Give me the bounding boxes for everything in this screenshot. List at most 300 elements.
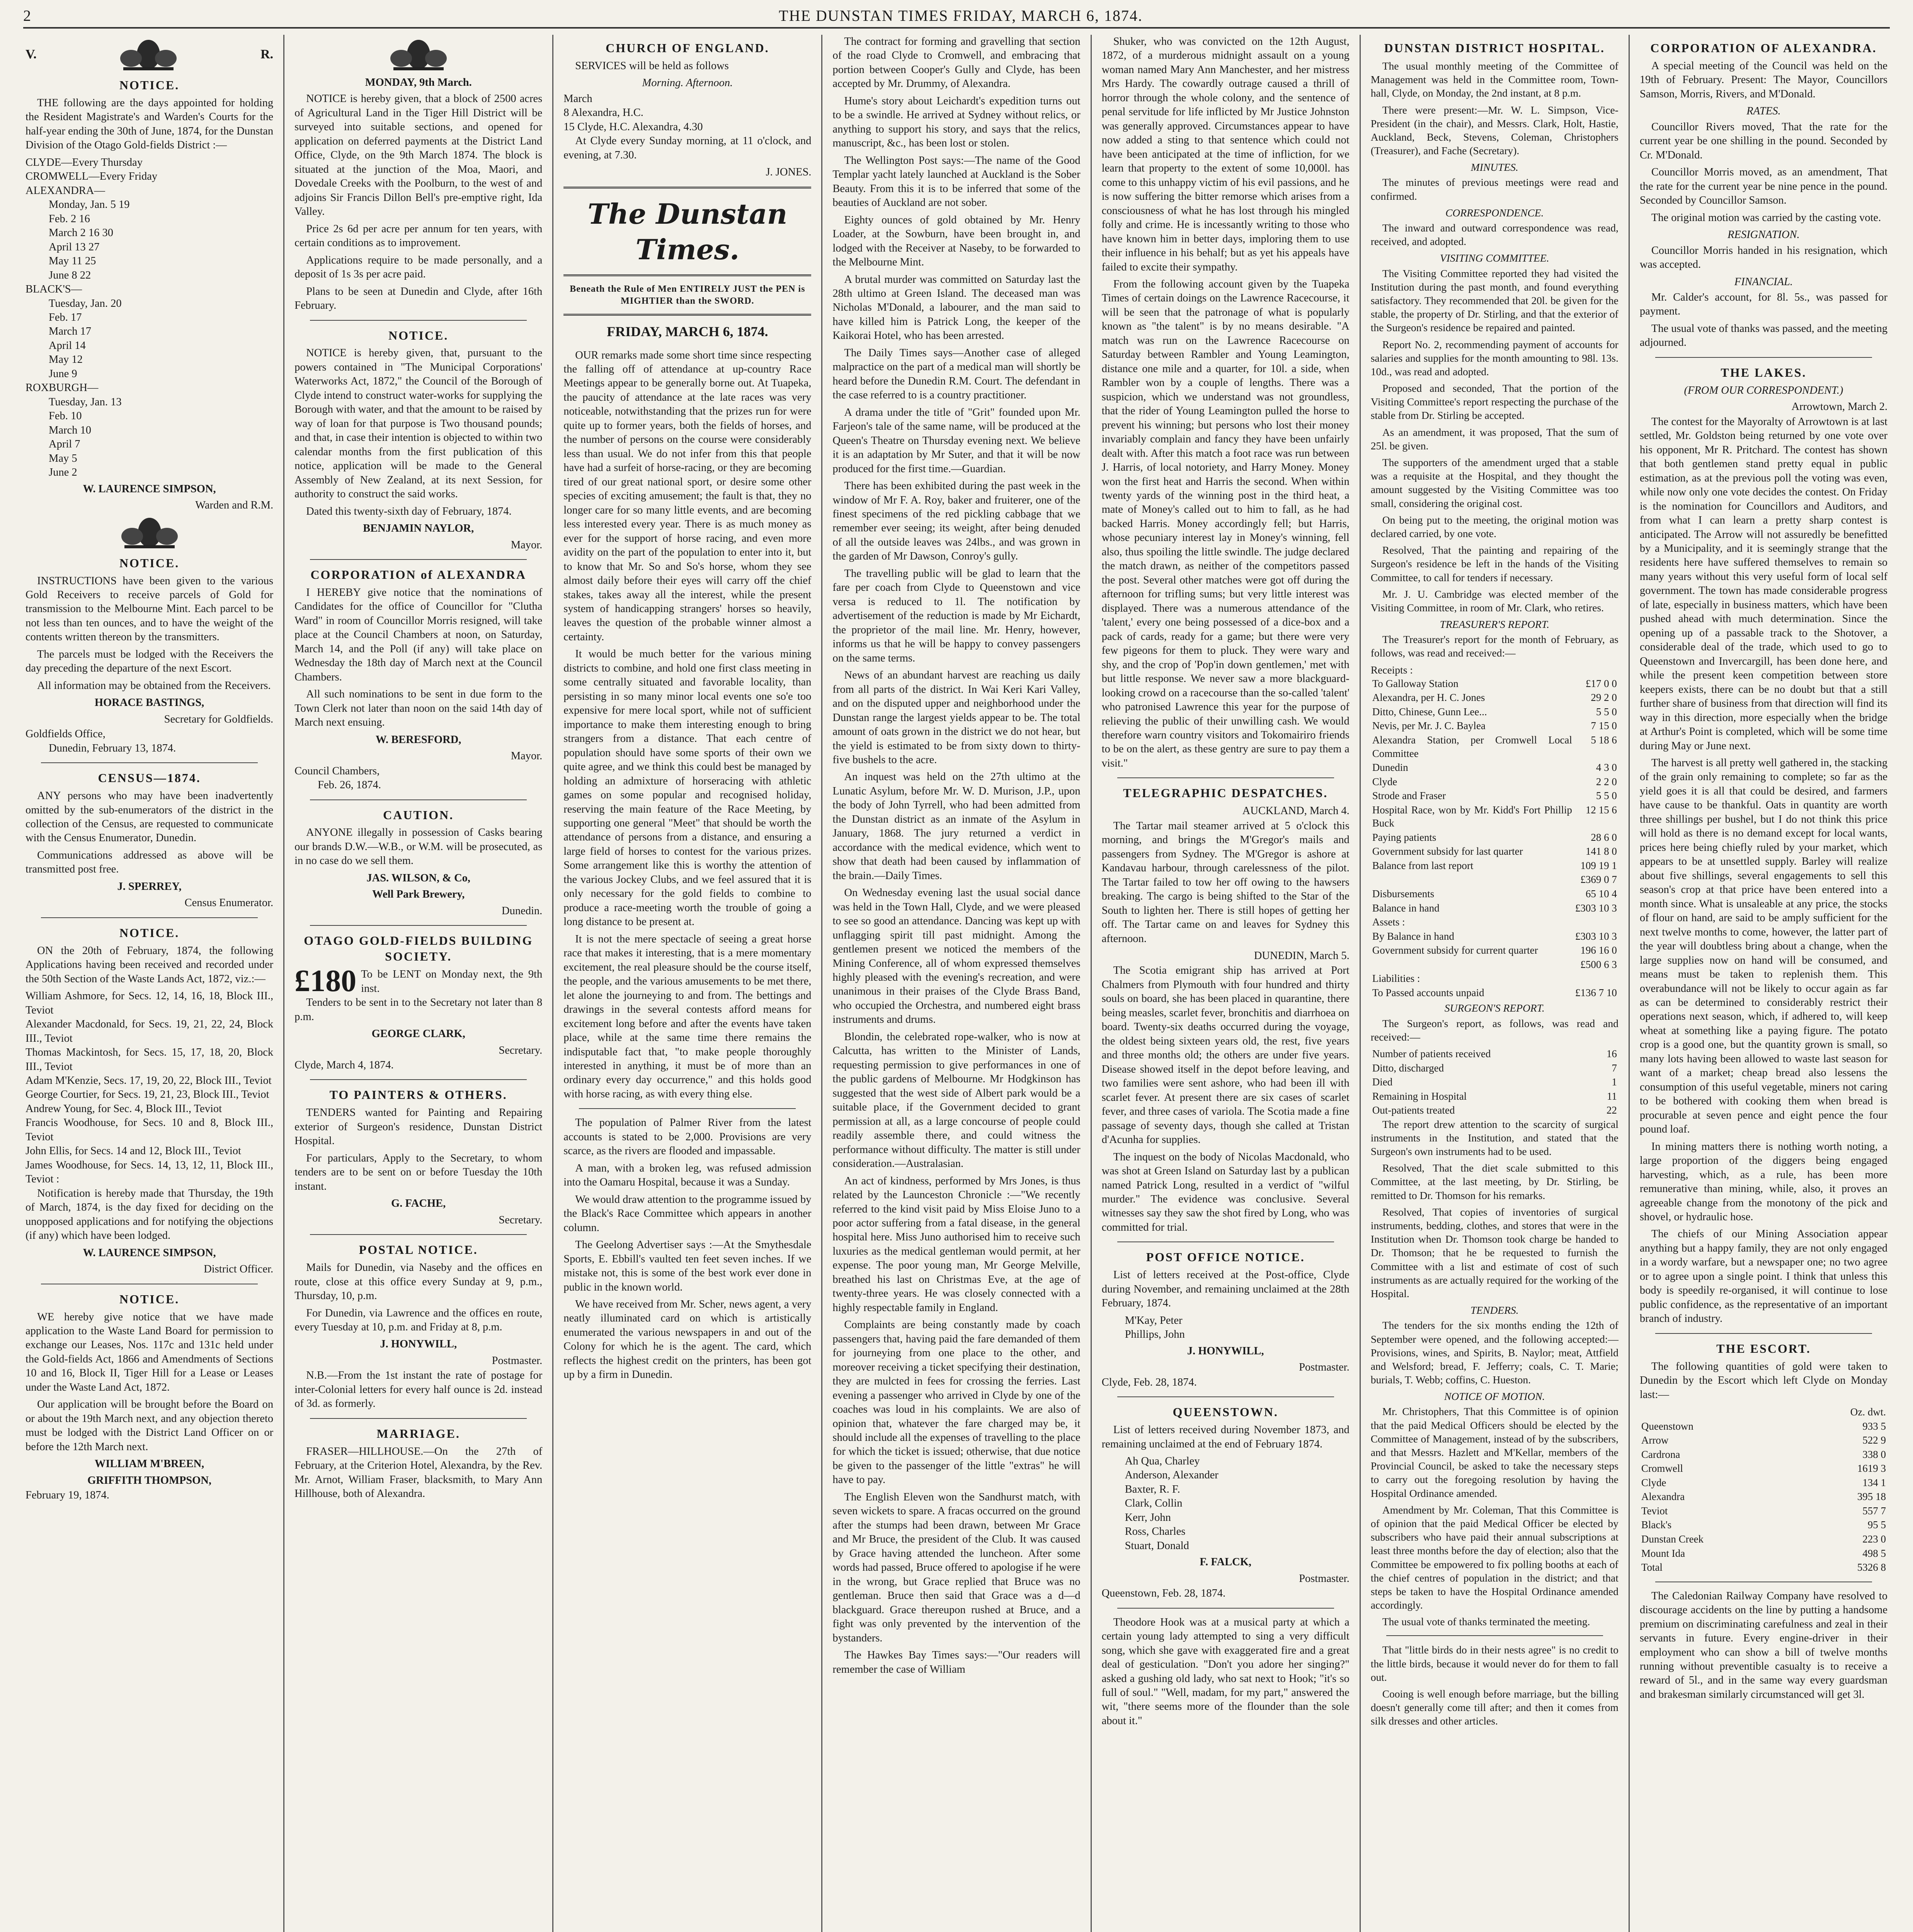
table-row	[1371, 719, 1619, 733]
table-cell: 5326 8	[1857, 1561, 1886, 1573]
report-paragraph: The usual monthly meeting of the Committee of Management was held in the Committee room, Town-hall, Clyde, on Monday, the 2nd instant, at 8 p.m.	[1370, 60, 1619, 99]
list-item: James Woodhouse, for Secs. 14, 13, 12, 11, Block III., Teviot :	[26, 1159, 274, 1185]
table-cell: £303 10 3	[1575, 930, 1617, 942]
news-item: Theodore Hook was at a musical party at which a certain young lady attempted to sing a very difficult song, which she gave with exaggerated fire and a great deal of gesticulation. "Don't you adore her singing?" asked a gushing old lady, who sat next to Hook; "it's so full of soul." "Well, madam, for my part," answered the wit, "there seems more of the flounder than the sole about it."	[1101, 1616, 1350, 1727]
signature: J. SPERREY,	[117, 880, 182, 893]
notice-body: N.B.—From the 1st instant the rate of postage for inter-Colonial letters for every half ounce is 2d. instead of 3d. as formerly.	[294, 1369, 543, 1410]
notice-body: At Clyde every Sunday morning, at 11 o'clock, and evening, at 7.30.	[563, 135, 812, 161]
table-cell: 22	[1606, 1104, 1617, 1116]
table-header	[1640, 1405, 1796, 1419]
notice-body: THE following are the days appointed for holding the Resident Magistrate's and Warden's Courts for the half-year ending the 30th of June, 1874, for the Dunstan Division of the Otago Gold-fields District :—	[26, 97, 274, 151]
column-2	[284, 35, 553, 1932]
report-paragraph: There were present:—Mr. W. L. Simpson, Vice-President (in the chair), and Messrs. Clark, Holt, Hastie, Auckland, Beck, Stevens, Coleman, Christophers (Treasurer), and Fache (Secretary).	[1370, 104, 1619, 157]
news-item: News of an abundant harvest are reaching us daily from all parts of the district. In Wai Keri Kari Valley, and on the disputed upper and neighborhood under the Dunstan range the largest yields appear to be. The total amount of oats grown in the district we do not hear, but the yield is estimated to be from sixty down to thirty-five bushels to the acre.	[832, 669, 1081, 766]
table-cell: Total	[1641, 1561, 1663, 1573]
table-cell: 141 8 0	[1585, 845, 1617, 857]
signature-title: Secretary.	[499, 1044, 543, 1056]
receipts-label: Receipts :	[1370, 663, 1413, 676]
signature: BENJAMIN NAYLOR,	[363, 522, 474, 535]
notice-body: Dated this twenty-sixth day of February, 1874.	[306, 505, 512, 517]
table-cell: 7	[1612, 1062, 1617, 1074]
divider	[41, 762, 258, 763]
date-row: Feb. 2 16	[49, 213, 90, 225]
table-cell: Alexandra Station, per Cromwell Local Committee	[1372, 734, 1572, 759]
date-row: June 2	[49, 466, 77, 479]
signature: J. HONYWILL,	[380, 1338, 457, 1350]
letter-paragraph: The contest for the Mayoralty of Arrowtown is at last settled, Mr. Goldston being returned by one vote over his opponent, Mr R. Pritchard. The contest has shown that both gentlemen stand pretty equal in public estimation, as at the previous poll the voting was even, while now only one vote decides the contest. On Friday is the nomination for Councillors and Auditors, and from what I can learn a pretty sharp contest is anticipated. The Arrow will not assuredly be benefitted by a Municipality, and it is seemingly strange that the residents here have suffered themselves to remain so many years without this very useful form of local self government. The town has made considerable progress of late, especially in business matters, which have been pushed ahead with much determination. Since the opening up of a passable track to the Shotover, a considerable deal of the trade, which used to go to Queenstown and Invercargill, has been done here, and while the present keen competition between store keepers exists, there can be no doubt but that a still further share of business from that direction will find its way in this direction, more especially when the bridge at Arthur's Point is completed, which will be some time during May or June next.	[1639, 415, 1887, 752]
date-row: Feb. 10	[49, 410, 82, 422]
table-cell: Mount Ida	[1641, 1547, 1685, 1559]
place: Goldfields Office,	[26, 728, 106, 740]
table-cell: Government subsidy for current quarter	[1372, 944, 1538, 956]
table-row	[1371, 705, 1619, 719]
table-cell: Dunedin	[1372, 762, 1408, 774]
table-cell: Number of patients received	[1372, 1048, 1491, 1060]
report-paragraph: Resolved, That copies of inventories of surgical instruments, bedding, clothes, and stores that were in the Institution when Dr. Thomson took charge be handed to Dr. Thomson; that he be requested to furnish the Committee with a list and estimate of cost of such instruments as are actually required for the working of the Hospital.	[1370, 1206, 1619, 1299]
signature-title: Warden and R.M.	[195, 499, 274, 512]
newspaper-title-block	[563, 196, 811, 341]
table-row	[1371, 901, 1619, 915]
section-label: SURGEON'S REPORT.	[1444, 1002, 1545, 1014]
royal-crest	[26, 37, 273, 72]
notice-body: ON the 20th of February, 1874, the following Applications having been received and recorded under the 50th Section of the Waste Lands Act, 1872, viz.:—	[26, 944, 274, 985]
divider	[310, 1418, 527, 1419]
signature: F. FALCK,	[1200, 1556, 1252, 1568]
news-item: That "little birds do in their nests agree" is no credit to the little birds, because it would never do for them to fall out.	[1370, 1644, 1619, 1683]
news-item: The contract for forming and gravelling that section of the road Clyde to Cromwell, and embracing that portion between Cooper's Gully and Clyde, has been accepted by Mr. Drummy, of Alexandra.	[832, 36, 1081, 90]
news-item: The English Eleven won the Sandhurst match, with seven wickets to spare. A fracas occurred on the ground after the stumps had been drawn, between Mr Grace and Mr Bruce, the president of the Club. It was caused by Grace having attended the luncheon. After some words had passed, Bruce offered to apologise if he were in the wrong, but Grace replied that Bruce was no gentleman. Bruce then said that Grace was a d—d blackguard. Grace thereupon rushed at Bruce, and a fight was only prevented by the intervention of the bystanders.	[832, 1491, 1081, 1644]
notice-body: Price 2s 6d per acre per annum for ten years, with certain conditions as to improvement.	[294, 223, 543, 249]
date-row: April 13 27	[49, 241, 100, 253]
list-item: Thomas Mackintosh, for Secs. 15, 17, 18, 20, Block III., Teviot	[26, 1046, 274, 1073]
letter-list	[1102, 1314, 1350, 1342]
news-item: The Wellington Post says:—The name of the Good Templar yacht lately launched at Auckland is the Sober Beauty. From this it is to be inferred that some of the beauties of Auckland are not sober.	[832, 154, 1081, 209]
church-heading: CHURCH OF ENGLAND.	[606, 41, 769, 55]
report-paragraph: The report drew attention to the scarcity of surgical instruments in the Institution, and stated that the Surgeon's own instruments had to be used.	[1370, 1118, 1619, 1158]
divider	[310, 320, 527, 321]
signature: GRIFFITH THOMPSON,	[87, 1474, 212, 1486]
notice-heading: NOTICE.	[119, 556, 180, 570]
table-cell	[1371, 872, 1574, 887]
table-cell: 28 6 0	[1591, 831, 1617, 843]
table-cell: Cromwell	[1641, 1463, 1683, 1475]
royal-crest	[294, 37, 542, 72]
table-row	[1371, 733, 1619, 760]
table-cell: Ditto, Chinese, Gunn Lee...	[1372, 706, 1487, 718]
date-line: Dunedin, February 13, 1874.	[49, 742, 176, 754]
report-paragraph: Mr. Christophers, That this Committee is of opinion that the paid Medical Officers should be elected by the Committee of Management, instead of by the subscribers, and that Messrs. Hazlett and M'Kellar, members of the Provincial Council, be asked to take the necessary steps to carry out the foregoing resolution by having the Hospital Ordinance amended.	[1370, 1405, 1619, 1499]
report-paragraph: A special meeting of the Council was held on the 19th of February. Present: The Mayor, Councillors Samson, Morris, Rivers, and M'Donald.	[1639, 60, 1887, 100]
signature: W. BERESFORD,	[375, 733, 461, 746]
court-alexandra: ALEXANDRA—	[26, 184, 105, 197]
divider	[563, 274, 811, 276]
table-cell: Clyde	[1372, 776, 1397, 787]
signature-title: Secretary for Goldfields.	[164, 713, 274, 725]
news-item: We would draw attention to the programme issued by the Black's Race Committee which appears in another column.	[563, 1193, 812, 1234]
escort-table	[1640, 1405, 1887, 1575]
table-cell: Balance in hand	[1372, 902, 1440, 914]
signature: Well Park Brewery,	[372, 888, 465, 901]
service-row: March	[563, 92, 592, 105]
blacks-dates	[26, 297, 273, 381]
table-row	[1371, 986, 1619, 1000]
table-row	[1371, 775, 1619, 789]
report-paragraph: The supporters of the amendment urged that a stable was a requisite at the Hospital, and they thought the amount suggested by the Visiting Committee was too small, considering the original cost.	[1370, 456, 1619, 509]
signature: W. LAURENCE SIMPSON,	[83, 1247, 216, 1259]
marriage-heading: MARRIAGE.	[376, 1426, 460, 1440]
date-line: Feb. 26, 1874.	[318, 779, 381, 791]
table-row	[1371, 789, 1619, 803]
letter-paragraph: In mining matters there is nothing worth noting, a large proportion of the diggers being engaged harvesting, which, as a rule, has been more remunerative than mining, while, also, it proves an agreeable change from the monotony of the pick and shovel, or hydraulic hose.	[1639, 1140, 1887, 1223]
royal-crest-2	[26, 515, 273, 550]
list-item: William Ashmore, for Secs. 12, 14, 16, 18, Block III., Teviot	[26, 990, 274, 1016]
table-cell: 29 2 0	[1591, 692, 1617, 704]
application-list	[26, 989, 273, 1187]
newspaper-title: The Dunstan Times.	[587, 197, 788, 266]
news-item: Shuker, who was convicted on the 12th August, 1872, of a murderous midnight assault on a young woman named Mary Ann Manchester, and her mistress Mrs Hardy. The cowardly outrage caused a thrill of horror through the whole colony, and the sentence of penal servitude for life inflicted by Mr Justice Johnston was generally approved. Circumstances appear to have now added a sting to that sentence which could not have been anticipated at the time of infliction, for we learn that property to the extent of some 10,000l. has come to this unhappy victim of his evil passions, and he is now suffering the bitter remorse which arises from a consciousness of what he has lost through his mingled folly and crime. He is incessantly writing to those who have known him in better days, imploring them to use their influence in his behalf; but as yet his appeals have failed to excite their sympathy.	[1101, 36, 1350, 273]
table-cell: Hospital Race, won by Mr. Kidd's Fort Phillip Buck	[1372, 804, 1572, 829]
report-paragraph: Report No. 2, recommending payment of accounts for salaries and supplies for the month amounting to 98l. 13s. 10d., was read and adopted.	[1370, 338, 1619, 378]
signature: G. FACHE,	[391, 1197, 446, 1210]
telegram: The Tartar mail steamer arrived at 5 o'clock this morning, and brings the M'Gregor's mails and passengers from Sydney. The M'Gregor is ashore at Kandavau harbour, through carelessness of the pilot. The Tartar failed to tow her off owing to the hawsers breaking. The cargo is being shifted to the Star of the South to lighten her. There is still hopes of getting her off. The Tartar came on and leaves for Sydney this afternoon.	[1101, 820, 1350, 945]
table-cell: Liabilities :	[1372, 973, 1420, 985]
coat-of-arms-icon	[116, 37, 181, 72]
table-row	[1371, 1075, 1619, 1089]
table-cell	[1574, 915, 1619, 929]
telegram: The inquest on the body of Nicolas Macdonald, who was shot at Green Island on Saturday last by a publican named Patrick Long, resulted in a verdict of "wilful murder." The evidence was conclusive. Several witnesses say they saw the shot fired by Long, who was committed for trial.	[1101, 1151, 1350, 1233]
table-row	[1371, 1047, 1619, 1061]
notice-body: All information may be obtained from the Receivers.	[37, 679, 271, 692]
table-row	[1640, 1476, 1887, 1490]
table-row	[1640, 1433, 1887, 1447]
report-paragraph: The Surgeon's report, as follows, was read and received:—	[1370, 1017, 1619, 1043]
list-item: Andrew Young, for Sec. 4, Block III., Teviot	[26, 1102, 222, 1115]
escort-heading: THE ESCORT.	[1716, 1341, 1811, 1355]
painters-heading: TO PAINTERS & OTHERS.	[329, 1088, 507, 1102]
notice-body: ANY persons who may have been inadvertently omitted by the sub-enumerators of the district in the collection of the Census, are requested to communicate with the Census Enumerator, Dunedin.	[26, 790, 274, 844]
table-cell: 1619 3	[1857, 1463, 1886, 1475]
table-cell: 109 19 1	[1580, 859, 1617, 871]
editorial-paragraph: OUR remarks made some short time since respecting the falling off of attendance at up-country Race Meetings appear to be generally borne out. At Tuapeka, the paucity of attendance at the late races was very noticeable, notwithstanding that the prizes run for were quite up to former years, both the fields of horses, and the number of persons on the course were considerably less than usual. We do not infer from this that people have had a surfeit of horse-racing, or they are becoming tired of our great national sport, or desire some other species of exciting amusement; the fault is that, they no longer care for so many little events, and are becoming less interested every year. There is as much money as ever for the support of horse racing, and even more avidity on the part of the population to enter into it, but to know that Mr. So and So's horse, whom they see almost daily before their eyes will carry off the chief stakes, takes away all the interest, while the present system of handicapping strangers' horses so heavily, leaves the question of the probable winner almost a certainty.	[563, 349, 812, 643]
list-item: Baxter, R. F.	[1125, 1483, 1180, 1495]
table-row	[1371, 1103, 1619, 1117]
corporation-heading: CORPORATION of ALEXANDRA	[310, 568, 526, 582]
list-item: John Ellis, for Secs. 14 and 12, Block III., Teviot	[26, 1145, 241, 1157]
report-paragraph: The tenders for the six months ending the 12th of September were opened, and the following accepted:—Provisions, wines, and Spirits, B. Naylor; meat, Attfield and Welsford; bread, F. Jefferry; coals, C. T. Marie; burials, T. Webb; coffins, C. Hueston.	[1370, 1319, 1619, 1386]
divider	[579, 1108, 796, 1109]
table-row	[1371, 859, 1619, 873]
coat-of-arms-icon	[386, 37, 451, 72]
report-paragraph: Councillor Morris moved, as an amendment, That the rate for the current year be nine pence in the pound. Seconded by Councillor Samson.	[1639, 166, 1887, 207]
report-paragraph: On being put to the meeting, the original motion was declared carried, by one vote.	[1370, 514, 1619, 539]
report-paragraph: Mr. J. U. Cambridge was elected member of the Visiting Committee, in room of Mr. Clark, who retires.	[1370, 588, 1619, 614]
column-1	[15, 35, 284, 1932]
notice-heading: NOTICE.	[388, 328, 449, 342]
table-row	[1371, 971, 1619, 986]
date-row: June 9	[49, 367, 77, 380]
divider	[310, 1079, 527, 1080]
table-cell: Remaining in Hospital	[1372, 1090, 1467, 1102]
report-paragraph: Resolved, That the painting and repairing of the Surgeon's residence be left in the hands of the Visiting Committee, to call for tenders if necessary.	[1370, 544, 1619, 583]
notice-heading: NOTICE.	[119, 1292, 180, 1306]
sale-date: MONDAY, 9th March.	[365, 77, 472, 88]
table-cell: 12 15 6	[1585, 804, 1617, 816]
report-paragraph: The Treasurer's report for the month of February, as follows, was read and received:—	[1370, 633, 1619, 659]
table-row	[1371, 887, 1619, 901]
news-item: A drama under the title of "Grit" founded upon Mr. Farjeon's tale of the same name, will be produced at the Queen's Theatre on Thursday evening next. We believe it is an adaptation by Mr Suter, and that it will be now produced for the first time.—Guardian.	[832, 406, 1081, 475]
table-cell: Government subsidy for last quarter	[1372, 845, 1523, 857]
list-item: Alexander Macdonald, for Secs. 19, 21, 22, 24, Block III., Teviot	[26, 1018, 274, 1044]
news-item: We have received from Mr. Scher, news agent, a very neatly illuminated card on which is artistically enumerated the various newspapers in and out of the Colony for which he is the agent. The card, which reflects the highest credit on the printers, has been got up by a firm in Dunedin.	[563, 1298, 812, 1381]
notice-body: FRASER—HILLHOUSE.—On the 27th of February, at the Criterion Hotel, Alexandra, by the Rev. Mr. Arnot, William Fraser, blacksmith, to Mary Ann Hillhouse, both of Alexandra.	[294, 1445, 543, 1500]
divider	[1655, 357, 1872, 358]
loan-amount: £180	[294, 968, 357, 996]
table-row	[1640, 1518, 1887, 1532]
news-item: Blondin, the celebrated rope-walker, who is now at Calcutta, has written to the Minister of Lands, requesting permission to give performances in one of the public gardens of Melbourne. Mr Hodgkinson has suggested that the west side of Albert park would be a suitable place, if the Government decided to grant permission at all, as a large concourse of people could readily assemble there, and could witness the performance without difficulty. The matter is still under consideration.—Australasian.	[832, 1031, 1081, 1170]
list-item: Francis Woodhouse, for Secs. 10 and 8, Block III., Teviot	[26, 1117, 274, 1143]
table-row	[1371, 803, 1619, 830]
post-office-heading: POST OFFICE NOTICE.	[1146, 1250, 1305, 1264]
table-row	[1640, 1461, 1887, 1476]
table-row	[1640, 1546, 1887, 1561]
report-paragraph: The usual vote of thanks was passed, and the meeting adjourned.	[1639, 322, 1887, 349]
crest-r: R.	[260, 47, 274, 62]
date-row: May 12	[49, 354, 83, 366]
table-cell: Alexandra, per H. C. Jones	[1372, 692, 1485, 704]
table-cell: Paying patients	[1372, 831, 1436, 843]
table-row	[1371, 830, 1619, 845]
report-paragraph: Councillor Morris handed in his resignation, which was accepted.	[1639, 244, 1887, 271]
list-item: Phillips, John	[1125, 1328, 1185, 1341]
notice-body: For particulars, Apply to the Secretary, to whom tenders are to be sent on or before Tuesday the 10th instant.	[294, 1152, 543, 1192]
corporation-heading: CORPORATION OF ALEXANDRA.	[1650, 41, 1877, 55]
table-cell: Nevis, per Mr. J. C. Baylea	[1372, 720, 1486, 732]
news-item: The Caledonian Railway Company have resolved to discourage accidents on the line by putting a handsome premium on discriminating carefulness and zeal in their servants in future. Every engine-driver in their employment who can show a bill of twelve months running without preventible casualty is to receive a reward of 5l., and in the same way every guardsman and brakesman similarly circumstanced will get 3l.	[1639, 1590, 1887, 1701]
divider	[310, 925, 527, 926]
table-cell: 223 0	[1862, 1533, 1886, 1545]
table-row	[1371, 943, 1619, 957]
section-label: TENDERS.	[1470, 1304, 1519, 1316]
signature: WILLIAM M'BREEN,	[94, 1458, 204, 1470]
table-cell: 65 10 4	[1585, 888, 1617, 900]
table-cell: Teviot	[1641, 1505, 1668, 1517]
table-cell: 1	[1612, 1076, 1617, 1088]
notice-body: The parcels must be lodged with the Receivers the day preceding the departure of the next Escort.	[26, 648, 274, 675]
newspaper-motto: Beneath the Rule of Men ENTIRELY JUST the PEN is MIGHTIER than the SWORD.	[570, 284, 805, 306]
table-cell: Arrow	[1641, 1434, 1669, 1446]
section-label: NOTICE OF MOTION.	[1444, 1390, 1545, 1403]
service-row: 8 Alexandra, H.C.	[563, 107, 643, 119]
notice-body: Applications require to be made personally, and a deposit of 1s 3s per acre paid.	[294, 254, 543, 281]
table-row	[1640, 1490, 1887, 1504]
notice-body: Tenders to be sent in to the Secretary not later than 8 p.m.	[294, 997, 543, 1023]
letter-list	[1102, 1454, 1350, 1553]
news-item: The Daily Times says—Another case of alleged malpractice on the part of a medical man will shortly be heard before the Dunedin R.M. Court. The defendant in the case referred to is a country practitioner.	[832, 347, 1081, 401]
signature-title: District Officer.	[204, 1263, 274, 1276]
table-row	[1371, 1061, 1619, 1075]
notice-body: Plans to be seen at Dunedin and Clyde, after 16th February.	[294, 285, 543, 312]
notice-body: INSTRUCTIONS have been given to the various Gold Receivers to receive parcels of Gold for transmission to the Melbourne Mint. Each parcel to be not less than ten ounces, and to have the weight of the contents written thereon by the transmitters.	[26, 575, 274, 643]
table-row	[1371, 929, 1619, 944]
section-label: MINUTES.	[1470, 161, 1518, 173]
date-line: February 19, 1874.	[26, 1489, 109, 1502]
report-paragraph: Proposed and seconded, That the portion of the Visiting Committee's report respecting the purchase of the stable from Dr. Stirling be accepted.	[1370, 382, 1619, 422]
divider	[563, 187, 811, 189]
divider	[1117, 777, 1334, 778]
masthead	[23, 4, 1890, 29]
table-cell: Strode and Fraser	[1372, 790, 1446, 802]
table-cell: 395 18	[1857, 1491, 1886, 1503]
court-roxburgh: ROXBURGH—	[26, 382, 99, 394]
queenstown-heading: QUEENSTOWN.	[1173, 1405, 1278, 1419]
table-row	[1371, 957, 1619, 972]
report-paragraph: The original motion was carried by the casting vote.	[1651, 211, 1881, 224]
signature: J. JONES.	[766, 166, 812, 179]
section-label: CORRESPONDENCE.	[1445, 206, 1544, 219]
report-paragraph: As an amendment, it was proposed, That the sum of 25l. be given.	[1370, 426, 1619, 452]
notice-body: List of letters received at the Post-office, Clyde during November, and remaining unclaimed at the 28th February, 1874.	[1101, 1269, 1350, 1310]
loan-text: To be LENT on Monday next, the 9th inst.	[361, 968, 543, 995]
section-label: FINANCIAL.	[1734, 276, 1793, 288]
editorial-paragraph: It is not the mere spectacle of seeing a great horse race that makes it interesting, that is a mere momentary excitement, the real pleasure should be the course itself, the people, and the various amusements to be met there, let alone the journeying to and from. The bettings and drawings in the several contests afford means for excitement long before and after the events have taken place, while at the same time there remains the indisputable fact that, "to make people thoroughly interested in anything, it must be of more than an ordinary every day occurrence," and this holds good with horse racing, as with every thing else.	[563, 933, 812, 1100]
signature: JAS. WILSON, & Co,	[366, 872, 471, 884]
notice-body: Communications addressed as above will be transmitted post free.	[26, 849, 274, 876]
table-cell: 11	[1607, 1090, 1617, 1102]
table-cell: 522 9	[1862, 1434, 1886, 1446]
date-line: Clyde, Feb. 28, 1874.	[1101, 1376, 1197, 1388]
section-label: RATES.	[1746, 105, 1781, 117]
news-item: The travelling public will be glad to learn that the fare per coach from Clyde to Queenstown and vice versa is reduced to 1l. The notification by advertisement of the reduction is made by Mr Eichardt, the proprietor of the mail line. Mr. Henry, however, informs us that he will be happy to convey passengers on the same terms.	[832, 567, 1081, 664]
table-row	[1640, 1447, 1887, 1462]
loan-ad	[294, 968, 542, 996]
table-cell: Out-patients treated	[1372, 1104, 1455, 1116]
table-cell: Dunstan Creek	[1641, 1533, 1704, 1545]
notice-heading: NOTICE.	[119, 78, 180, 92]
page-number: 2	[23, 7, 32, 24]
table-cell: £369 0 7	[1580, 874, 1617, 886]
dateline: AUCKLAND, March 4.	[1242, 805, 1350, 817]
correspondent-label: (FROM OUR CORRESPONDENT.)	[1684, 384, 1843, 396]
service-times: Morning. Afternoon.	[642, 77, 733, 89]
court-cromwell: CROMWELL—Every Friday	[26, 170, 158, 183]
table-cell: 498 5	[1862, 1547, 1886, 1559]
news-item: A man, with a broken leg, was refused admission into the Oamaru Hospital, because it was a Sunday.	[563, 1162, 812, 1189]
table-cell: 5 5 0	[1596, 706, 1617, 718]
date-line: Queenstown, Feb. 28, 1874.	[1101, 1587, 1226, 1600]
column-3	[553, 35, 822, 1932]
table-cell: £17 0 0	[1585, 677, 1617, 689]
table-cell: 5 18 6	[1591, 734, 1617, 746]
notice-body: All such nominations to be sent in due form to the Town Clerk not later than noon on the said 14th day of March next ensuing.	[294, 688, 543, 729]
table-cell: 4 3 0	[1596, 762, 1617, 774]
news-item: From the following account given by the Tuapeka Times of certain doings on the Lawrence Racecourse, it will be seen that the patronage of what is popularly known as "the talent" is by no means desirable. "A match was run on the Lawrence Racecourse on Saturday between Rambler and Young Leamington, distance one mile and a quarter, for 10l. a side, when Rambler won by a couple of lengths. There was a suspicion, which we understand was not groundless, that the rider of Young Leamington pulled the horse to prevent his winning; but persons who lost their money invariably complain and fancy they have been unfairly dealt with. After this match a foot race was run between J. Harris, of local notoriety, and Harry Money. Money won the first heat and Harris the second. When within twenty yards of the winning post in the third heat, a mate of Money's called out to him to fall, as he had backed Harris. Money accordingly fell; but Harris, whose pecuniary interest lay in Money's winning, fell also, thus spoiling the little swindle. The judge declared the match drawn, as neither of the competitors passed the post. Several other matches were got off during the afternoon for trifling sums; but very little interest was displayed. There was a numerous attendance of the 'talent,' every one being possessed of a dice-box and a pack of cards, ready for a game; but there were very few pigeons for them to pluck. They were wary and shy, and the crop of 'Pop'in down gentlemen,' met with but little response. We never saw a more blackguard-looking crowd on a racecourse than the so-called 'talent' who patronised Lawrence this year for the purpose of relieving the public of their unwilling cash. We would therefore warn country visitors and Tokomairiro friends to be on the alert, as these gentry are sure to pay them a visit."	[1101, 278, 1350, 769]
court-clyde: CLYDE—Every Thursday	[26, 156, 143, 168]
news-item: An inquest was held on the 27th ultimo at the Lunatic Asylum, before Mr. W. D. Murison, J.P., upon the body of John Tyrrell, who had been admitted from the Dunstan district as an inmate of the Asylum in January, 1868. The jury returned a verdict in accordance with the medical evidence, which went to show that death had been caused by inflammation of the brain.—Daily Times.	[832, 771, 1081, 882]
society-heading: OTAGO GOLD-FIELDS BUILDING SOCIETY.	[304, 934, 533, 964]
table-cell	[1574, 971, 1619, 986]
list-item: Ah Qua, Charley	[1125, 1455, 1200, 1467]
section-label: RESIGNATION.	[1727, 229, 1800, 241]
divider	[310, 1234, 527, 1235]
table-cell: 933 5	[1862, 1420, 1886, 1432]
news-item: There has been exhibited during the past week in the window of Mr F. A. Roy, baker and fruiterer, one of the finest specimens of the red pickling cabbage that we remember ever seeing; its weight, after being denuded of all the outside leaves was 24lbs., and was grown in the garden of Mr Dawson, Conroy's gully.	[832, 480, 1081, 563]
date-row: May 5	[49, 452, 77, 464]
table-cell: £500 6 3	[1580, 958, 1617, 970]
report-paragraph: The minutes of previous meetings were read and confirmed.	[1370, 176, 1619, 202]
table-row	[1371, 690, 1619, 705]
notice-body: List of letters received during November 1873, and remaining unclaimed at the end of February 1874.	[1101, 1424, 1350, 1450]
notice-body: Our application will be brought before the Board on or about the 19th March next, and any objection thereto must be lodged with the District Land Officer on or before the 12th March next.	[26, 1398, 274, 1453]
letter-paragraph: The harvest is all pretty well gathered in, the stacking of the grain only remaining to complete; so far as the yield goes it is all that could be desired, and farmers have cause to be thankful. Oats in quantity are worth three shillings per bushel, but I do not think this price will hold as there is no demand except for local wants, prices here being chiefly ruled by your market, which appears to be at unsettled supply. Barley will realize about five shillings, several engagements to sell this season's crop at that price have been entered into a month since. What is unsaleable at any price, the stocks of flour on hand, are said to be amply sufficient for the next twelve months to come, however, the latter part of the year will doubtless bring about a change, when the large supplies now on hand will be consumed, and means must be taken to replenish them. This overabundance will not be likely to occur again as far as can be determined to considerably restrict their operations next season, which, if adhered to, will keep wheat at something like a paying figure. The potato crop is a good one, but the quantity grown is small, so many lots having been allowed to waste last season for want of a market; cheap bread also lessens the consumption of this useful vegetable, miners not caring to be bothered with cooking them when bread is procurable at seven pence and eight pence the four pound loaf.	[1639, 757, 1887, 1136]
date-row: March 10	[49, 424, 92, 436]
signature-title: Mayor.	[511, 539, 543, 551]
date-row: Feb. 17	[49, 311, 82, 323]
date-line: Clyde, March 4, 1874.	[294, 1059, 394, 1071]
table-cell: Cardrona	[1641, 1448, 1680, 1460]
date-row: April 14	[49, 339, 86, 352]
surgeon-table	[1371, 1047, 1619, 1117]
hospital-heading: DUNSTAN DISTRICT HOSPITAL.	[1384, 41, 1605, 55]
table-row	[1371, 1089, 1619, 1104]
alexandra-dates	[26, 198, 273, 282]
column-5	[1092, 35, 1361, 1932]
news-item: Hume's story about Leichardt's expedition turns out to be a swindle. He arrived at Sydney without relics, or anything to support his story, and says that the relics, manuscript, &c., has been lost or stolen.	[832, 95, 1081, 150]
news-item: The population of Palmer River from the latest accounts is stated to be 2,000. Provisions are very scarce, as the rivers are flooded and impassable.	[563, 1117, 812, 1157]
notice-body: NOTICE is hereby given, that, pursuant to the powers contained in "The Municipal Corporations' Waterworks Act, 1872," the Council of the Borough of Clyde intend to construct water-works for supplying the Borough with water, and that the amount to be raised by way of loan for that purpose is Two thousand pounds; and that, in case their intention is objected to within two calendar months from the first publication of this notice, application will be made to the General Assembly of New Zealand, at its next Session, for authority to construct the said works.	[294, 347, 543, 500]
divider	[310, 799, 527, 800]
letter-paragraph: The chiefs of our Mining Association appear anything but a happy family, they are not only engaged in a wordy warfare, but a newspaper one; no two agree or to agree upon a single point. I think that unless this body is speedily re-organised, it will continue to lose public confidence, as the representative of an important branch of industry.	[1639, 1228, 1887, 1325]
table-cell: Balance from last report	[1372, 859, 1474, 871]
news-item: The Geelong Advertiser says :—At the Smythesdale Sports, E. Ebbill's vaulted ten feet seven inches. If we mistake not, this is some of the best work ever done in public in the known world.	[563, 1239, 812, 1293]
signature-title: Secretary.	[499, 1214, 543, 1226]
table-cell	[1371, 957, 1574, 972]
date-row: Tuesday, Jan. 20	[49, 297, 122, 310]
list-item: Stuart, Donald	[1125, 1539, 1189, 1552]
list-item: Anderson, Alexander	[1125, 1469, 1219, 1481]
place: Council Chambers,	[294, 765, 380, 777]
caution-heading: CAUTION.	[383, 808, 454, 822]
notice-body: I HEREBY give notice that the nominations of Candidates for the office of Councillor for "Clutha Ward" in room of Councillor Morris resigned, will take place at the Council Chambers at noon, on Saturday, March 14, and the Poll (if any) will take place on Wednesday the 18th day of March next at the Council Chambers.	[294, 586, 543, 683]
lakes-heading: THE LAKES.	[1721, 365, 1807, 379]
service-row: 15 Clyde, H.C. Alexandra, 4.30	[563, 121, 703, 133]
table-row	[1640, 1560, 1887, 1575]
issue-date: FRIDAY, MARCH 6, 1874.	[607, 324, 768, 340]
news-item: An act of kindness, performed by Mrs Jones, is thus related by the Launceston Chronicle :—"We recently referred to the kind visit paid by Miss Eloise Juno to a poor actor suffering from a fatal disease, in the general hospital here. Miss Juno authorised him to receive such luxuries as the medical gentleman would permit, at her expense. The poor young man, Mr George Melville, breathed his last on Christmas Eve, at the age of twenty-three years. He was closely connected with a highly respectable family in England.	[832, 1175, 1081, 1314]
date-row: June 8 22	[49, 269, 91, 281]
table-cell: 557 7	[1862, 1505, 1886, 1517]
signature-title: Census Enumerator.	[184, 897, 274, 909]
dateline: Arrowtown, March 2.	[1791, 401, 1887, 413]
telegraphic-heading: TELEGRAPHIC DESPATCHES.	[1123, 786, 1328, 800]
list-item: Clark, Collin	[1125, 1497, 1183, 1510]
table-cell: £303 10 3	[1575, 902, 1617, 914]
date-row: April 7	[49, 438, 80, 451]
editorial-paragraph: It would be much better for the various mining districts to combine, and hold one first class meeting in some centrally situated and favorable locality, than persisting in so many minor local events one so'e too expensive for mere local sport, while not of sufficient importance to make them interesting enough to bring strangers from a distance. That each centre of population should have some sports of their own we quite agree, and we think this could best be managed by holding an admixture of horseracing with athletic games on some popular and recognised holiday, reserving the main feature of the Race Meeting, by supporting one general "Meet" that should be worth the attendance of persons from a distance, and ensuring a large field of horses to contest for the various prizes. Some arrangement like this is worthy the attention of the various Jockey Clubs, and we feel assured that it is only necessary for the gold fields to combine to produce a race-meeting worth the trouble of going a long distance to be present at.	[563, 648, 812, 928]
report-paragraph: Councillor Rivers moved, That the rate for the current year be one shilling in the pound. Seconded by Cr. M'Donald.	[1639, 121, 1887, 161]
notice-body: Mails for Dunedin, via Naseby and the offices en route, close at this office every Sunday at 9, p.m., Thursday, 10, p.m.	[294, 1262, 543, 1302]
divider	[41, 917, 258, 918]
table-cell: By Balance in hand	[1372, 930, 1454, 942]
table-cell: £136 7 10	[1575, 986, 1617, 998]
table-row	[1371, 677, 1619, 691]
crest-v: V.	[26, 47, 37, 62]
table-row	[1371, 760, 1619, 775]
list-item: Kerr, John	[1125, 1511, 1171, 1524]
date-row: May 11 25	[49, 255, 96, 267]
date-row: March 2 16 30	[49, 227, 114, 239]
signature: GEORGE CLARK,	[371, 1028, 465, 1040]
table-cell: Alexandra	[1641, 1491, 1685, 1503]
